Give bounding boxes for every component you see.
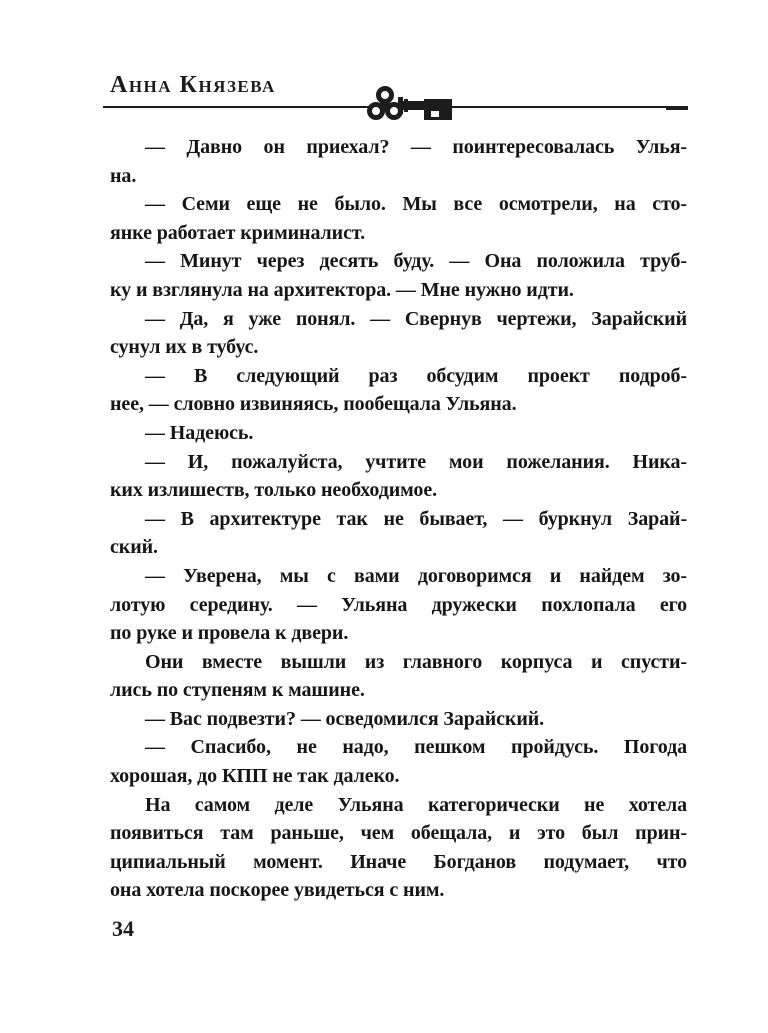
body-text: [110, 133, 687, 905]
text-line: янке работает криминалист.: [110, 221, 365, 244]
key-icon: [358, 85, 458, 127]
text-line: — Спасибо, не надо, пешком пройдусь. Погода: [145, 736, 687, 759]
text-line: — Вас подвезти? — осведомился Зарайский.: [145, 707, 545, 730]
text-line: — Надеюсь.: [145, 421, 254, 444]
text-line: она хотела поскорее увидеться с ним.: [110, 879, 445, 902]
text-line: сунул их в тубус.: [110, 336, 259, 359]
text-line: ципиальный момент. Иначе Богданов подумает, что: [110, 850, 687, 873]
text-line: — Да, я уже понял. — Свернув чертежи, Зарайский: [145, 307, 687, 330]
text-line: — В следующий раз обсудим проект подроб-: [145, 364, 687, 387]
text-line: ский.: [110, 536, 158, 559]
text-line: ку и взглянула на архитектора. — Мне нужно идти.: [110, 278, 574, 301]
text-line: появиться там раньше, чем обещала, и это был прин-: [110, 822, 687, 845]
text-line: нее, — словно извиняясь, пообещала Ульяна.: [110, 393, 517, 416]
page-number: 34: [112, 916, 134, 941]
text-line: — Давно он приехал? — поинтересовалась Улья-: [145, 136, 687, 158]
text-line: по руке и провела к двери.: [110, 622, 349, 645]
text-line: — Минут через десять буду. — Она положила труб-: [145, 250, 687, 273]
author-header: Анна Князева: [110, 72, 276, 98]
text-line: лотую середину. — Ульяна дружески похлопала его: [110, 593, 687, 616]
text-line: на.: [110, 164, 137, 187]
text-line: лись по ступеням к машине.: [110, 679, 365, 702]
text-line: — И, пожалуйста, учтите мои пожелания. Ника-: [145, 450, 687, 473]
text-line: — В архитектуре так не бывает, — буркнул Зарай-: [145, 507, 687, 530]
rule-endcap: [666, 107, 688, 110]
text-line: — Семи еще не было. Мы все осмотрели, на сто-: [145, 193, 687, 216]
text-line: На самом деле Ульяна категорически не хотела: [145, 793, 687, 816]
text-line: Они вместе вышли из главного корпуса и спусти-: [145, 650, 687, 673]
text-line: хорошая, до КПП не так далеко.: [110, 765, 400, 788]
text-line: — Уверена, мы с вами договоримся и найдем зо-: [145, 564, 687, 587]
text-line: ких излишеств, только необходимое.: [110, 479, 437, 502]
